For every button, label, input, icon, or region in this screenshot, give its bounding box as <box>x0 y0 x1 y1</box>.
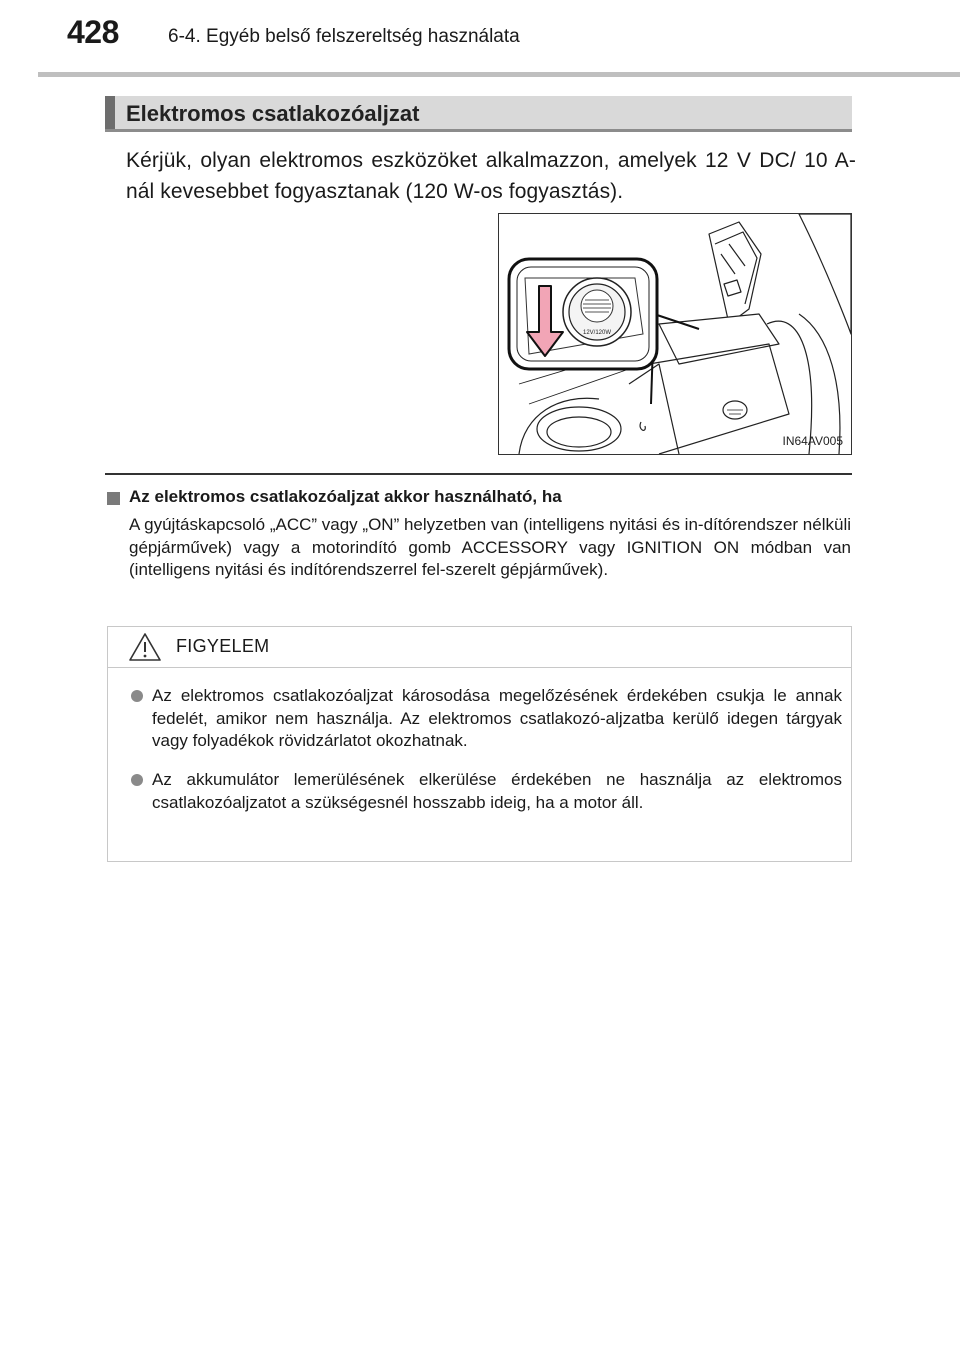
warning-bullet <box>131 774 143 786</box>
header-rule <box>38 72 960 77</box>
figure-code: IN64AV005 <box>782 434 843 448</box>
warning-item: Az akkumulátor lemerülésének elkerülése érdekében ne használja az elektromos csatlakozóaljzatot a szükségesnél hosszabb ideig, ha a motor áll. <box>152 770 842 812</box>
square-bullet-icon <box>107 492 120 505</box>
section-title: Elektromos csatlakozóaljzat <box>126 101 420 126</box>
chapter-title: 6-4. Egyéb belső felszereltség használata <box>168 26 520 47</box>
subsection-title: Az elektromos csatlakozóaljzat akkor használható, ha <box>129 487 562 506</box>
subsection-body: A gyújtáskapcsoló „ACC” vagy „ON” helyzetben van (intelligens nyitási és in-dítórendszer nélküli gépjárművek) vagy a motorindító gomb ACCESSORY vagy IGNITION ON módban van (intelligens nyitási és indítórendszerrel fel-szerelt gépjárművek). <box>129 515 851 579</box>
warning-item: Az elektromos csatlakozóaljzat károsodása megelőzésének érdekében csukja le annak fedelét, amikor nem használja. Az elektromos csatlakozó-aljzatba kerülő idegen tárgyak vagy folyadékok rövidzárlatot okozhatnak. <box>152 686 842 750</box>
console-drawing <box>499 214 851 454</box>
warning-triangle-icon <box>128 632 162 662</box>
section-divider <box>105 473 852 475</box>
section-heading-underline <box>105 129 852 132</box>
page-number: 428 <box>67 14 119 50</box>
power-outlet-illustration <box>498 213 852 455</box>
warning-bullet <box>131 690 143 702</box>
section-intro: Kérjük, olyan elektromos eszközöket alkalmazzon, amelyek 12 V DC/ 10 A-nál kevesebbet fogyasztanak (120 W-os fogyasztás). <box>126 149 856 203</box>
warning-title: FIGYELEM <box>176 636 270 656</box>
socket-rating-label: 12V/120W <box>582 330 612 336</box>
warning-header-divider <box>108 667 851 668</box>
